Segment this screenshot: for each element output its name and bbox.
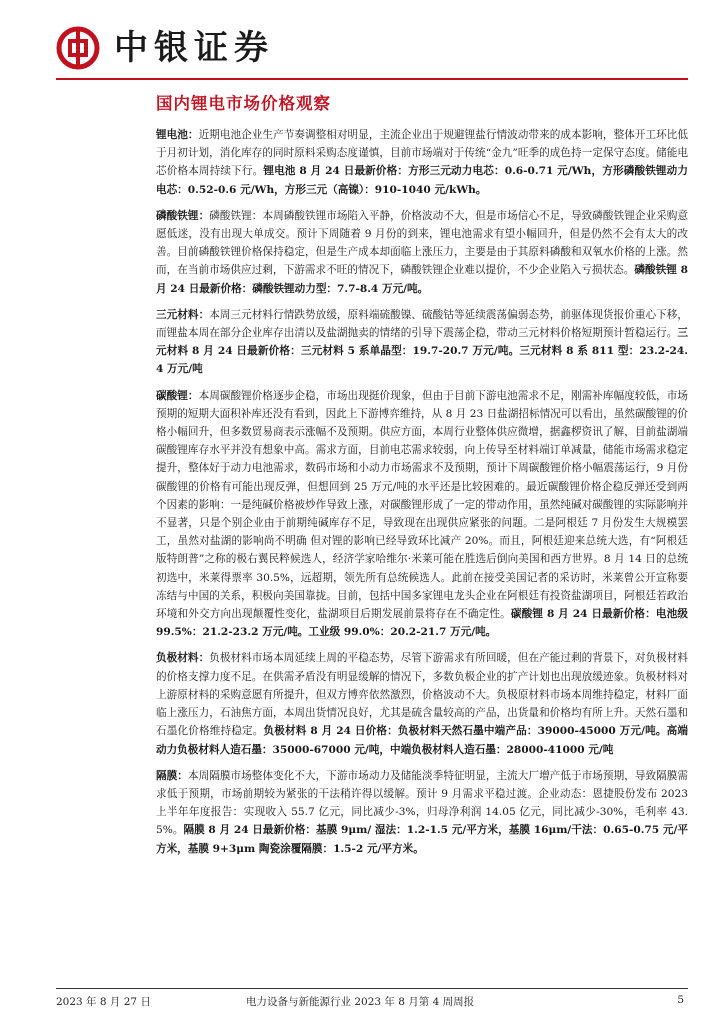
price-highlight: 磷酸铁锂 8 月 24 日最新价格：磷酸铁锂动力型：7.7-8.4 万元/吨。 [156,264,688,295]
page-number: 5 [677,994,684,1006]
paragraph-battery [156,126,688,199]
paragraph-text: 近期电池企业生产节奏调整相对明显，主流企业出于规避锂盐行情波动带来的成本影响，整体开工环比低于月初计划，消化库存的同时原料采购态度谨慎，目前市场端对于传统“金九”旺季的成色持一定保守态度。储能电芯价格本周持续下行。 [156,129,689,178]
footer-report-title: 电力设备与新能源行业 2023 年 8 月第 4 周周报 [246,996,475,1008]
bank-of-china-logo-icon [56,26,100,70]
paragraph-heading: 磷酸铁锂： [156,209,210,222]
paragraph-heading: 碳酸锂： [156,389,199,402]
paragraph-ternary [156,306,688,379]
report-body [156,126,688,866]
paragraph-text: 负极材料市场本周延续上周的平稳态势，尽管下游需求有所回暖，但在产能过剩的背景下，对负极材料的价格支撑力度不足。在供需矛盾没有明显缓解的情况下，多数负极企业的扩产计划也出现放缓迹象。负极材料对上游原材料的采购意愿有所提升，但双方博弈依然激烈，价格波动不大。负极原材料市场本周维持稳定，材料厂面临上涨压力，石油焦方面，本周出货情况良好，尤其是硫含量较高的产品，出货量和价格均有所上升。天然石墨和石墨化价格维持稳定。 [156,652,689,738]
price-highlight: 隔膜 8 月 24 日最新价格：基膜 9μm/ 湿法：1.2-1.5 元/平方米，基膜 16μm/干法：0.65-0.75 元/平方米，基膜 9+3μm 陶瓷涂覆隔膜：1.5-2 元/平方米。 [156,824,688,855]
paragraph-heading: 隔膜： [156,769,188,782]
price-highlight: 碳酸锂 8 月 24 日最新价格：电池级 99.5%：21.2-23.2 万元/吨。工业级 99.0%：20.2-21.7 万元/吨。 [156,608,688,639]
price-highlight: 三元材料 8 月 24 日最新价格：三元材料 5 系单晶型：19.7-20.7 万元/吨。三元材料 8 系 811 型：23.2-24.4 万元/吨 [156,327,688,376]
page-header [56,26,696,74]
paragraph-heading: 负极材料： [156,652,210,665]
paragraph-heading: 三元材料： [156,308,210,321]
brand-name: 中银证券 [114,28,274,68]
paragraph-lithium-carbonate [156,387,688,642]
paragraph-text: 本周碳酸锂价格逐步企稳，市场出现挺价现象，但由于目前下游电池需求不足，刚需补库幅度较低，市场预期的短期大面积补库还没有看到，因此上下游博弈维持，从 8 月 23 日盐湖招标情况可以看出，虽然碳酸锂的价格小幅回升，但多数贸易商表示涨幅不及预期。供应方面，本周行业整体供应微增，据鑫椤资讯了解，目前盐湖端碳酸锂库存水平并没有想象中高。需求方面，目前电芯需求较弱，向上传导至材料端订单减量，储能市场需求稳定提升，整体好于动力电池需求，数码市场和小动力市场需求不及预期，预计下周碳酸锂价格小幅震荡运行，9 月份碳酸锂的价格有可能出现反弹，但想回到 25 万元/吨的水平还是比较困难的。最近碳酸锂价格企稳反弹还受到两个因素的影响：一是纯碱价格被炒作导致上涨，对碳酸锂形成了一定的带动作用，虽然纯碱对碳酸锂的实际影响并不显著，只是个别企业由于前期纯碱库存不足，导致现在出现供应紧张的问题。二是阿根廷 7 月份发生大规模罢工，虽然对盐湖的影响尚不明确 但对锂的影响已经导致环比减产 20%。而且，阿根廷迎来总统大选，有“阿根廷版特朗普”之称的极右翼民粹候选人，经济学家哈维尔·米莱可能在胜选后倒向美国和西方世界。8 月 14 日的总统初选中，米莱得票率 30.5%，远超期，领先所有总统候选人。此前在接受美国记者的采访时，米莱曾公开宣称要冻结与中国的关系，积极向美国靠拢。目前，包括中国多家锂电龙头企业在阿根廷有投资盐湖项目，阿根廷若政治环境和外交方向出现颠覆性变化，盐湖项目后期发展前景将存在不确定性。 [156,389,689,621]
paragraph-text: 磷酸铁锂：本周磷酸铁锂市场陷入平静，价格波动不大，但是市场信心不足，导致磷酸铁锂企业采购意愿低迷，没有出现大单成交。预计下周随着 9 月份的到来，锂电池需求有望小幅回升，但是仍然不会有太大的改善。目前磷酸铁锂价格保持稳定，但是生产成本却面临上涨压力，主要是由于其原料磷酸和双氧水价格的上涨。然而，在当前市场供应过剩，下游需求不旺的情况下，磷酸铁锂企业难以提价，不少企业陷入亏损状态。 [156,209,689,277]
paragraph-lfp [156,207,688,298]
price-highlight: 负极材料 8 月 24 日价格：负极材料天然石墨中端产品：39000-45000 万元/吨。高端动力负极材料人造石墨：35000-67000 元/吨，中端负极材料人造石墨：28000-41000 元/吨 [156,725,689,756]
section-title: 国内锂电市场价格观察 [156,94,331,113]
footer-divider [56,988,688,989]
footer-date: 2023 年 8 月 27 日 [56,996,151,1008]
paragraph-text: 本周三元材料行情跌势放缓，原料端硫酸镍、硫酸钴等延续震荡偏弱态势，前驱体现货报价重心下移，而锂盐本周在部分企业库存出清以及盐湖抛卖的情绪的引导下震荡企稳，带动三元材料价格短期预计暂稳运行。 [156,308,689,340]
header-divider [56,78,688,80]
paragraph-separator [156,767,688,858]
price-highlight: 锂电池 8 月 24 日最新价格：方形三元动力电芯：0.6-0.71 元/Wh，方形磷酸铁锂动力电芯：0.52-0.6 元/Wh，方形三元（高镍）：910-1040 元/kWh。 [156,165,688,196]
paragraph-text: 本周隔膜市场整体变化不大，下游市场动力及储能淡季特征明显，主流大厂增产低于市场预期，导致隔膜需求低于预期，市场前期较为紧张的干法稍许得以缓解。预计 9 月需求平稳过渡。企业动态：恩捷股份发布 2023 上半年年度报告：实现收入 55.7 亿元，同比减少-3%，归母净利润 14.05 亿元，同比减少-30%，毛利率 43.5%。 [156,769,689,837]
paragraph-anode [156,649,688,758]
paragraph-heading: 锂电池： [156,129,199,141]
